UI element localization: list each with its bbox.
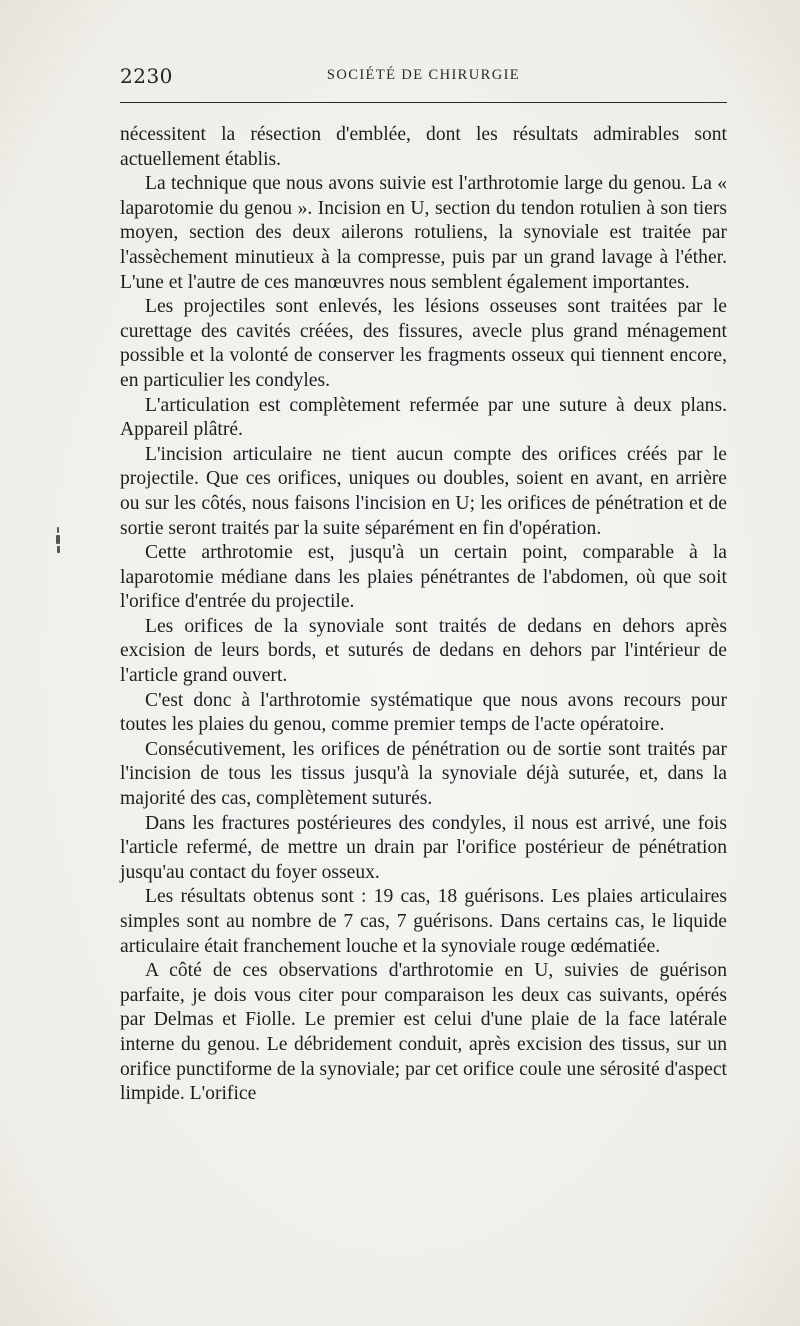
paragraph-12: A côté de ces observations d'arthrotomie en U, suivies de guérison parfaite, je dois vous citer pour comparaison les deux cas suivants, opérés par Delmas et Fiolle. Le premier est celui d'une plaie de la face latérale interne du genou. Le débridement conduit, après excision des tissus, sur un orifice punctiforme de la synoviale; par cet orifice coule une sérosité d'aspect limpide. L'orifice (120, 960, 727, 1105)
paragraph-8: C'est donc à l'arthrotomie systématique que nous avons recours pour toutes les plaies du genou, comme premier temps de l'acte opératoire. (120, 689, 727, 736)
paragraph-10: Dans les fractures postérieures des condyles, il nous est arrivé, une fois l'article refermé, de mettre un drain par l'orifice postérieur de pénétration jusqu'au contact du foyer osseux. (120, 812, 727, 883)
page-number: 2230 (120, 64, 173, 88)
paragraph-5: L'incision articulaire ne tient aucun compte des orifices créés par le projectile. Que ces orifices, uniques ou doubles, soient en avant, en arrière ou sur les côtés, nous faisons l'incision en U; les orifices de pénétration et de sortie seront traités par la suite séparément en fin d'opération. (120, 443, 727, 539)
paragraph-2: La technique que nous avons suivie est l'arthrotomie large du genou. La « laparotomie du genou ». Incision en U, section du tendon rotulien à son tiers moyen, section des deux ailerons rotuliens, la synoviale est traitée par l'assèchement minutieux à la compresse, puis par un grand lavage à l'éther. L'une et l'autre de ces manœuvres nous semblent également importantes. (120, 173, 727, 293)
paragraph-11: Les résultats obtenus sont : 19 cas, 18 guérisons. Les plaies articulaires simples sont au nombre de 7 cas, 7 guérisons. Dans certains cas, le liquide articulaire était franchement louche et la synoviale rouge œdématiée. (120, 886, 727, 957)
margin-ink-mark (55, 527, 63, 555)
paragraph-3: Les projectiles sont enlevés, les lésions osseuses sont traitées par le curettage des cavités créées, des fissures, avecle plus grand ménagement possible et la volonté de conserver les fragments osseux qui tiennent encore, en particulier les condyles. (120, 296, 727, 391)
page-header (120, 64, 727, 92)
paragraph-6: Cette arthrotomie est, jusqu'à un certain point, comparable à la laparotomie médiane dans les plaies pénétrantes de l'abdomen, où que soit l'orifice d'entrée du projectile. (120, 542, 727, 613)
header-rule (120, 102, 727, 103)
paragraph-1: nécessitent la résection d'emblée, dont les résultats admirables sont actuellement établis. (120, 124, 727, 170)
paragraph-4: L'articulation est complètement refermée par une suture à deux plans. Appareil plâtré. (120, 394, 727, 441)
paragraph-7: Les orifices de la synoviale sont traités de dedans en dehors après excision de leurs bords, et suturés de dedans en dehors par l'intérieur de l'article grand ouvert. (120, 615, 727, 687)
body-text (120, 123, 727, 1107)
running-title: SOCIÉTÉ DE CHIRURGIE (326, 67, 521, 83)
paragraph-9: Consécutivement, les orifices de pénétration ou de sortie sont traités par l'incision de tous les tissus jusqu'à la synoviale déjà suturée, et, dans la majorité des cas, complètement suturés. (120, 738, 727, 810)
